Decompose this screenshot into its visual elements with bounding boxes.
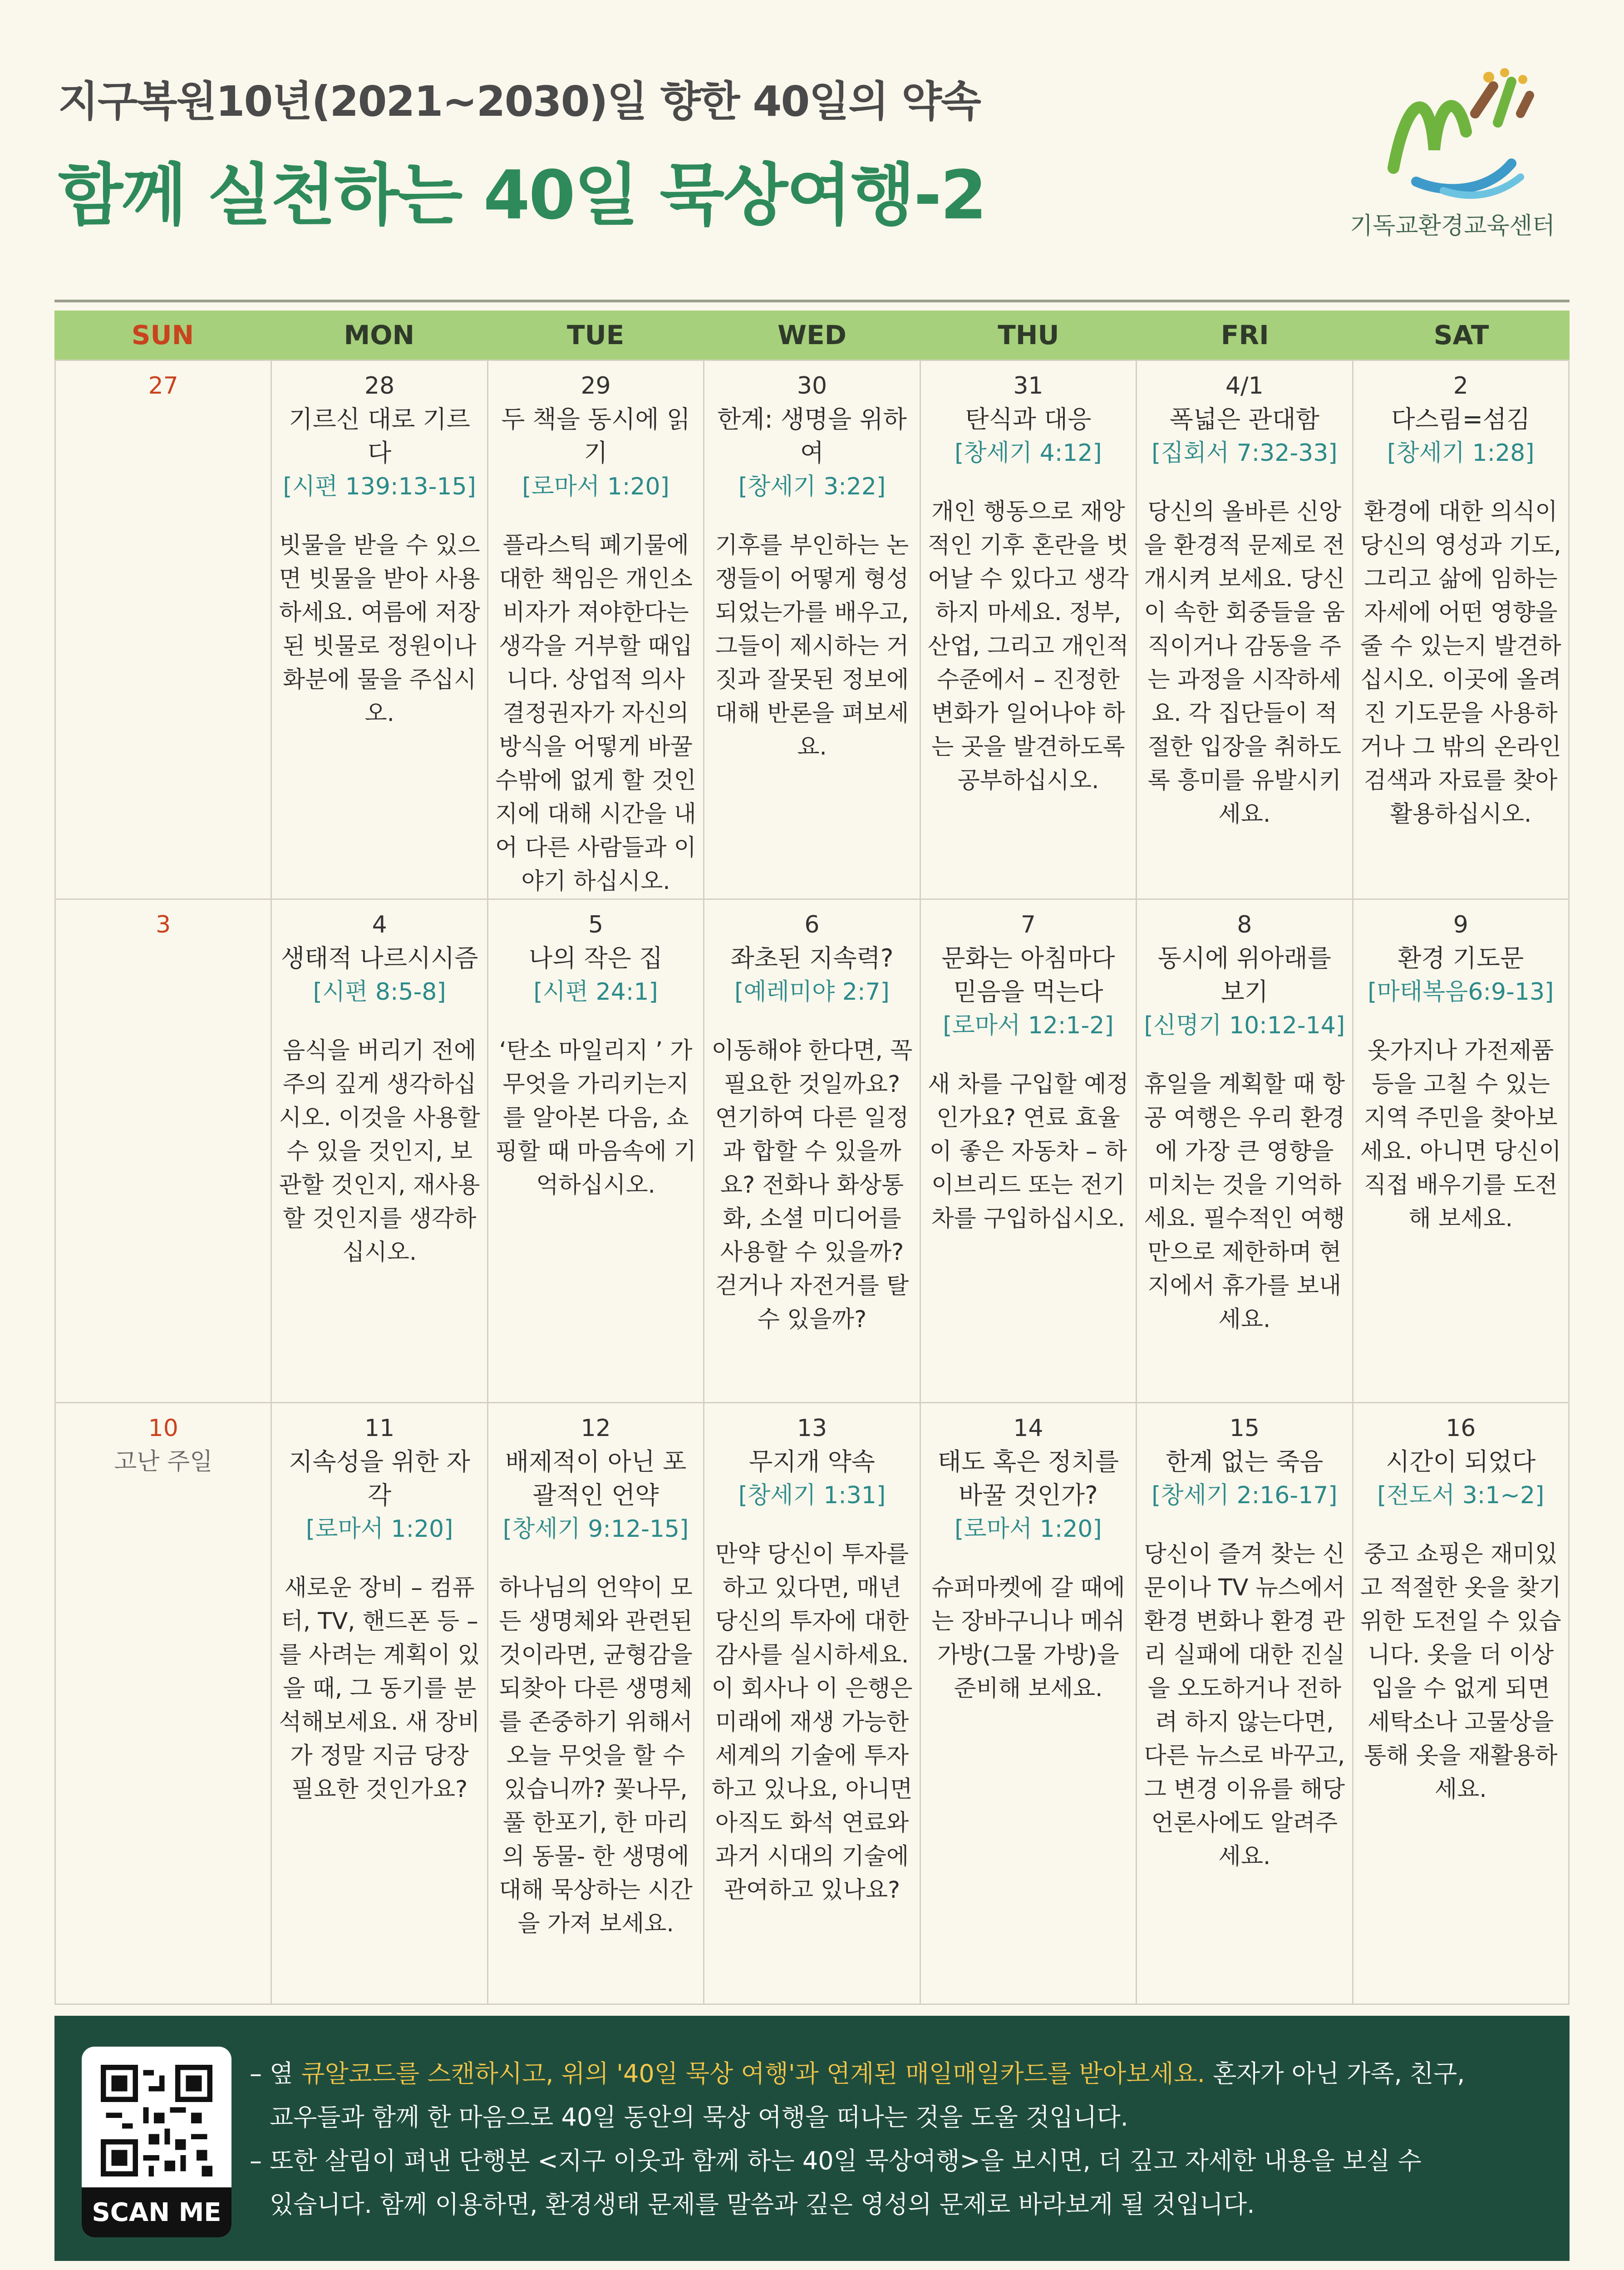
footer-panel [54,2016,1570,2261]
day-action-text: 만약 당신이 투자를 하고 있다면, 매년 당신의 투자에 대한 감사를 실시하세요. 이 회사나 이 은행은 미래에 재생 가능한 세계의 기술에 투자하고 있나요, 아니면 아직도 화석 연료와 과거 시대의 기술에 관여하고 있나요? [711,1541,913,1904]
day-number: 10 [148,1415,178,1442]
logo-icon [1339,59,1566,204]
scripture-reference: [창세기 3:22] [738,473,886,500]
calendar-day-cell [1137,899,1353,1403]
weekday-header [54,311,1570,360]
calendar-day-cell [1137,360,1353,899]
scripture-reference: [창세기 1:31] [738,1482,886,1509]
scripture-reference: [창세기 4:12] [955,439,1102,467]
day-number: 2 [1453,372,1468,400]
calendar-day-cell [704,899,920,1403]
calendar-day-cell [920,1403,1136,2004]
day-action-text: 개인 행동으로 재앙적인 기후 혼란을 벗어날 수 있다고 생각하지 마세요. 정부, 산업, 그리고 개인적 수준에서 – 진정한 변화가 일어나야 하는 곳을 발견하도록 공부하십시오. [928,498,1129,794]
day-action-text: 음식을 버리기 전에 주의 깊게 생각하십시오. 이것을 사용할 수 있을 것인지, 보관할 것인지, 재사용할 것인지를 생각하십시오. [279,1037,480,1266]
day-number: 4 [372,911,387,938]
calendar-day-cell [1137,1403,1353,2004]
calendar-week [55,360,1569,899]
calendar-day-cell [55,360,271,899]
calendar-day-cell [487,360,704,899]
day-title: 폭넓은 관대함 [1169,405,1319,434]
footer-line-4: 있습니다. 함께 이용하면, 환경생태 문제를 말씀과 깊은 영성의 문제로 바라보게 될 것입니다. [270,2190,1255,2219]
day-title: 배제적이 아닌 포괄적인 언약 [505,1447,687,1510]
day-title: 한계 없는 죽음 [1166,1447,1324,1476]
day-title: 한계: 생명을 위하여 [717,405,907,467]
day-title: 기르신 대로 기르다 [289,405,470,467]
scripture-reference: [창세기 2:16-17] [1152,1482,1338,1509]
qr-card[interactable] [82,2047,231,2237]
scripture-reference: [창세기 1:28] [1387,439,1535,467]
day-number: 4/1 [1225,372,1264,400]
org-name: 기독교환경교육센터 [1349,212,1555,240]
day-number: 6 [804,911,820,938]
calendar-day-cell [1353,1403,1569,2004]
page-title: 함께 실천하는 40일 묵상여행-2 [58,156,986,234]
day-title: 생태적 나르시시즘 [281,944,478,972]
day-title: 지속성을 위한 자각 [289,1447,470,1510]
calendar-day-cell [1353,899,1569,1403]
day-action-text: 중고 쇼핑은 재미있고 적절한 옷을 찾기 위한 도전일 수 있습니다. 옷을 더 이상 입을 수 없게 되면 세탁소나 고물상을 통해 옷을 재활용하세요. [1360,1541,1561,1803]
day-title: 좌초된 지속력? [730,944,894,972]
day-action-text: 빗물을 받을 수 있으면 빗물을 받아 사용하세요. 여름에 저장된 빗물로 정원이나 화분에 물을 주십시오. [279,532,480,727]
calendar-week [55,1403,1569,2004]
weekday-sat: SAT [1433,320,1489,350]
day-number: 28 [364,372,395,400]
day-action-text: 기후를 부인하는 논쟁들이 어떻게 형성되었는가를 배우고, 그들이 제시하는 거짓과 잘못된 정보에 대해 반론을 펴보세요. [715,532,909,760]
footer-line-1: – 옆 큐알코드를 스캔하시고, 위의 '40일 묵상 여행'과 연계된 매일매일카드를 받아보세요. 혼자가 아닌 가족, 친구, [250,2059,1465,2088]
day-number: 12 [581,1415,611,1442]
day-title: 환경 기도문 [1398,944,1524,972]
day-number: 9 [1453,911,1468,938]
day-action-text: 휴일을 계획할 때 항공 여행은 우리 환경에 가장 큰 영향을 미치는 것을 기억하세요. 필수적인 여행만으로 제한하며 현지에서 휴가를 보내세요. [1144,1071,1345,1333]
scripture-reference: [로마서 1:20] [955,1515,1102,1543]
day-title: 동시에 위아래를 보기 [1157,944,1331,1006]
day-title: 두 책을 동시에 읽기 [501,405,690,467]
day-number: 15 [1229,1415,1260,1442]
day-action-text: ‘탄소 마일리지 ’ 가 무엇을 가리키는지를 알아본 다음, 쇼핑할 때 마음속에 기억하십시오. [495,1037,696,1199]
day-number: 5 [588,911,604,938]
day-action-text: 하나님의 언약이 모든 생명체와 관련된 것이라면, 균형감을 되찾아 다른 생명체를 존중하기 위해서 오늘 무엇을 할 수 있습니까? 꽃나무, 풀 한포기, 한 마리의 동물- 한 생명에 대해 묵상하는 시간을 가져 보세요. [499,1574,693,1937]
day-title: 무지개 약속 [748,1447,875,1476]
day-title: 나의 작은 집 [528,944,663,972]
day-action-text: 옷가지나 가전제품 등을 고칠 수 있는 지역 주민을 찾아보세요. 아니면 당신이 직접 배우기를 도전해 보세요. [1360,1037,1561,1232]
org-logo [1339,59,1566,250]
day-number: 27 [148,372,178,400]
footer-text [250,2052,1548,2226]
page-subtitle: 지구복원10년(2021~2030)일 향한 40일의 약속 [58,77,980,126]
day-action-text: 환경에 대한 의식이 당신의 영성과 기도, 그리고 삶에 임하는 자세에 어떤 영향을 줄 수 있는지 발견하십시오. 이곳에 올려진 기도문을 사용하거나 그 밖의 온라인 검색과 자료를 찾아 활용하십시오. [1360,498,1561,828]
scripture-reference: [마태복음6:9-13] [1368,978,1554,1006]
calendar-day-cell [1353,360,1569,899]
calendar-day-cell [271,899,487,1403]
weekday-mon: MON [344,320,415,350]
calendar-day-cell [920,899,1136,1403]
scripture-reference: [시편 24:1] [533,978,658,1006]
calendar-day-cell [55,899,271,1403]
day-title: 태도 혹은 정치를 바꿀 것인가? [937,1447,1119,1510]
calendar-day-cell [704,1403,920,2004]
day-number: 31 [1013,372,1043,400]
day-title: 문화는 아침마다 믿음을 먹는다 [941,944,1115,1006]
scan-me-label: SCAN ME [82,2187,231,2237]
weekday-tue: TUE [567,320,625,350]
scripture-reference: [전도서 3:1~2] [1377,1482,1545,1509]
day-title: 탄식과 대응 [965,405,1092,434]
day-action-text: 당신의 올바른 신앙을 환경적 문제로 전개시켜 보세요. 당신이 속한 회중들을 움직이거나 감동을 주는 과정을 시작하세요. 각 집단들이 적절한 입장을 취하도록 흥미를 유발시키세요. [1144,498,1345,828]
day-title: 시간이 되었다 [1386,1447,1536,1476]
header [58,68,1374,259]
scripture-reference: [로마서 1:20] [305,1515,453,1543]
day-number: 3 [156,911,171,938]
scripture-reference: [시편 8:5-8] [313,978,446,1006]
scripture-reference: [집회서 7:32-33] [1152,439,1338,467]
scripture-reference: [시편 139:13-15] [283,473,476,500]
day-title: 다스림=섬김 [1391,405,1530,434]
day-action-text: 당신이 즐겨 찾는 신문이나 TV 뉴스에서 환경 변화나 환경 관리 실패에 대한 진실을 오도하거나 전하려 하지 않는다면, 다른 뉴스로 바꾸고, 그 변경 이유를 해당 언론사에도 알려주세요. [1144,1541,1345,1870]
scripture-reference: [창세기 9:12-15] [502,1515,689,1543]
scripture-reference: [신명기 10:12-14] [1144,1012,1345,1039]
day-number: 11 [364,1415,395,1442]
scripture-reference: [로마서 12:1-2] [943,1012,1114,1039]
calendar-day-cell [55,1403,271,2004]
calendar-day-cell [920,360,1136,899]
weekday-sun: SUN [131,320,194,350]
footer-line-2: 교우들과 함께 한 마음으로 40일 동안의 묵상 여행을 떠나는 것을 도울 것입니다. [270,2103,1128,2132]
divider [54,300,1570,302]
day-number: 7 [1020,911,1036,938]
day-number: 30 [797,372,827,400]
day-number: 29 [581,372,611,400]
scripture-reference: [로마서 1:20] [522,473,669,500]
day-number: 13 [797,1415,827,1442]
scripture-reference: [예레미야 2:7] [734,978,890,1006]
calendar [54,300,1570,2005]
calendar-day-cell [271,360,487,899]
day-action-text: 이동해야 한다면, 꼭 필요한 것일까요? 연기하여 다른 일정과 합할 수 있을까요? 전화나 화상통화, 소셜 미디어를 사용할 수 있을까? 걷거나 자전거를 탈 수 있을까? [711,1037,913,1333]
day-number: 16 [1446,1415,1476,1442]
footer-line-3: – 또한 살림이 펴낸 단행본 <지구 이웃과 함께 하는 40일 묵상여행>을 보시면, 더 깊고 자세한 내용을 보실 수 [250,2147,1422,2175]
day-action-text: 새 차를 구입할 예정인가요? 연료 효율이 좋은 자동차 – 하이브리드 또는 전기차를 구입하십시오. [928,1071,1129,1232]
calendar-week [55,899,1569,1403]
day-number: 8 [1237,911,1252,938]
weekday-fri: FRI [1220,320,1269,350]
calendar-grid [54,360,1570,2005]
day-action-text: 새로운 장비 – 컴퓨터, TV, 핸드폰 등 – 를 사려는 계획이 있을 때, 그 동기를 분석해보세요. 새 장비가 정말 지금 당장 필요한 것인가요? [279,1574,480,1803]
calendar-day-cell [487,1403,704,2004]
day-number: 14 [1013,1415,1043,1442]
calendar-day-cell [704,360,920,899]
footer-highlight: 큐알코드를 스캔하시고, 위의 '40일 묵상 여행'과 연계된 매일매일카드를 받아보세요. [301,2059,1205,2088]
day-action-text: 슈퍼마켓에 갈 때에는 장바구니나 메쉬 가방(그물 가방)을 준비해 보세요. [931,1574,1125,1702]
weekday-thu: THU [998,320,1059,350]
calendar-day-cell [487,899,704,1403]
weekday-wed: WED [778,320,846,350]
calendar-day-cell [271,1403,487,2004]
qr-code-icon [101,2065,212,2176]
day-action-text: 플라스틱 폐기물에 대한 책임은 개인소비자가 져야한다는 생각을 거부할 때입니다. 상업적 의사 결정권자가 자신의 방식을 어떻게 바꿀 수밖에 없게 할 것인지에 대해 시간을 내어 다른 사람들과 이야기 하십시오. [495,532,696,895]
sunday-label: 고난 주일 [113,1448,213,1476]
